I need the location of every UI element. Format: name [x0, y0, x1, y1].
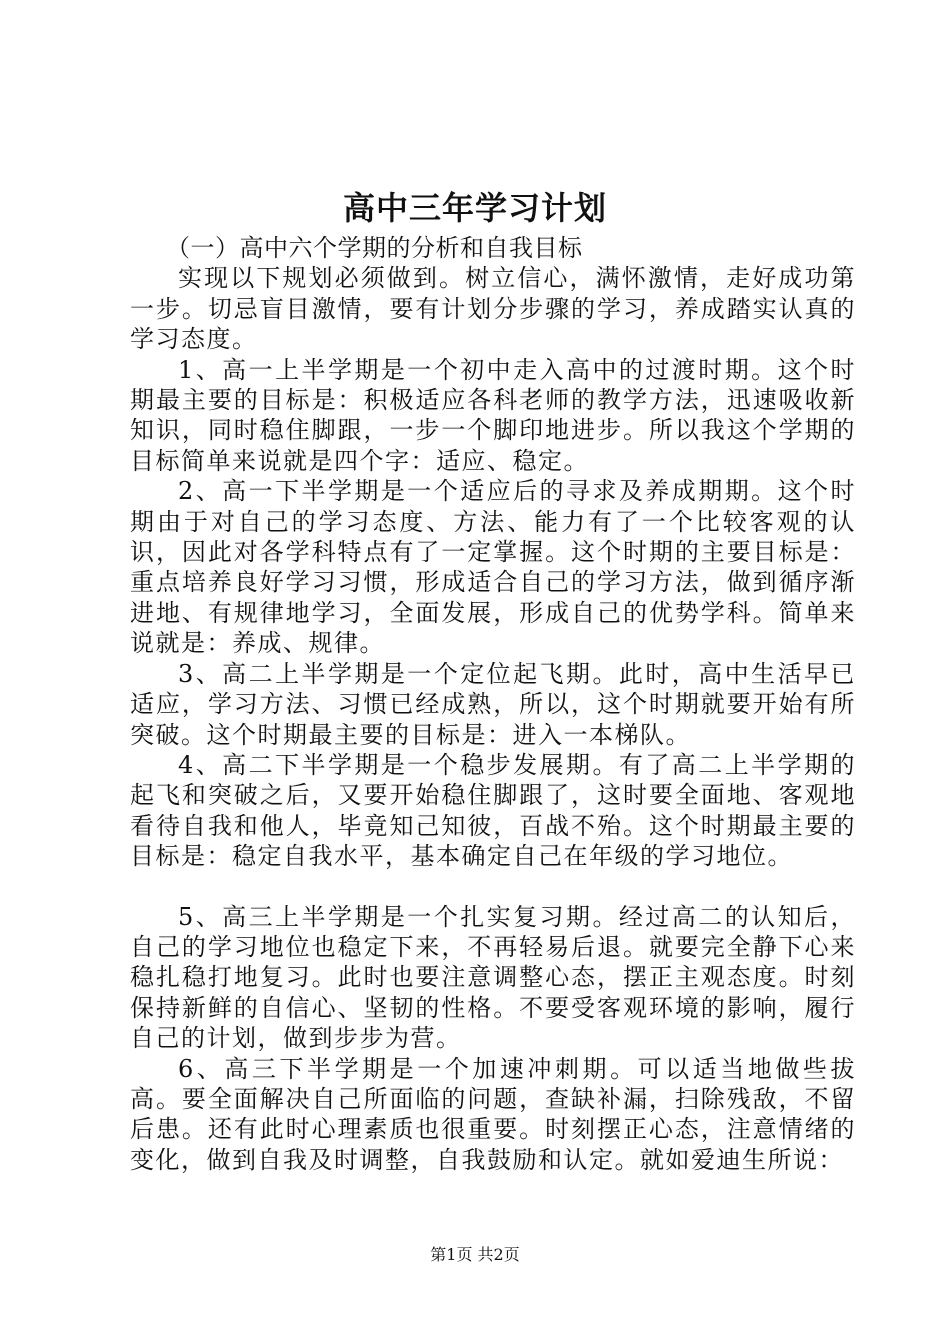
- paragraph-semester-1: 1、高一上半学期是一个初中走入高中的过渡时期。这个时期最主要的目标是：积极适应各科老师的教学方法，迅速吸收新知识，同时稳住脚跟，一步一个脚印地进步。所以我这个学期的目标简单来说就是四个字：适应、稳定。: [130, 355, 856, 475]
- paragraph-semester-2: 2、高一下半学期是一个适应后的寻求及养成期期。这个时期由于对自己的学习态度、方法、能力有了一个比较客观的认识，因此对各学科特点有了一定掌握。这个时期的主要目标是：重点培养良好学习习惯，形成适合自己的学习方法，做到循序渐进地、有规律地学习，全面发展，形成自己的优势学科。简单来说就是：养成、规律。: [130, 477, 856, 658]
- paragraph-semester-6: 6、高三下半学期是一个加速冲刺期。可以适当地做些拔高。要全面解决自己所面临的问题，查缺补漏，扫除残敌，不留后患。还有此时心理素质也很重要。时刻摆正心态，注意情绪的变化，做到自我及时调整，自我鼓励和认定。就如爱迪生所说：: [130, 1054, 856, 1174]
- document-body: [130, 233, 856, 1175]
- paragraph-intro: 实现以下规划必须做到。树立信心，满怀激情，走好成功第一步。切忌盲目激情，要有计划分步骤的学习，养成踏实认真的学习态度。: [130, 264, 856, 354]
- section-heading: （一）高中六个学期的分析和自我目标: [166, 234, 583, 262]
- paragraph-semester-5: 5、高三上半学期是一个扎实复习期。经过高二的认知后，自己的学习地位也稳定下来，不再轻易后退。就要完全静下心来稳扎稳打地复习。此时也要注意调整心态，摆正主观态度。时刻保持新鲜的自信心、坚韧的性格。不要受客观环境的影响，履行自己的计划，做到步步为营。: [130, 902, 856, 1053]
- page-number-footer: 第1页 共2页: [430, 1245, 520, 1264]
- paragraph-semester-4: 4、高二下半学期是一个稳步发展期。有了高二上半学期的起飞和突破之后，又要开始稳住脚跟了，这时要全面地、客观地看待自我和他人，毕竟知己知彼，百战不殆。这个时期最主要的目标是：稳定自我水平，基本确定自己在年级的学习地位。: [130, 750, 856, 871]
- document-title: 高中三年学习计划: [342, 189, 607, 227]
- paragraph-semester-3: 3、高二上半学期是一个定位起飞期。此时，高中生活早已适应，学习方法、习惯已经成熟，所以，这个时期就要开始有所突破。这个时期最主要的目标是：进入一本梯队。: [130, 659, 856, 749]
